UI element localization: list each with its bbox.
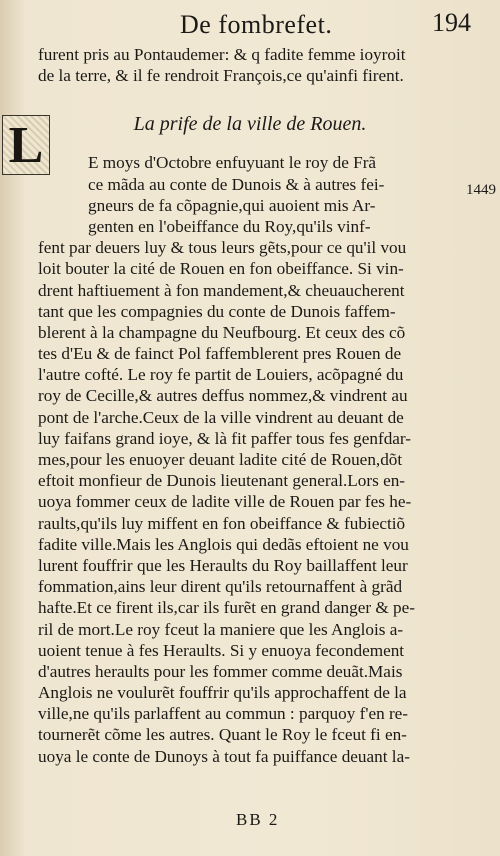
text-line: ville,ne qu'ils parlaffent au commun : parquoy f'en re- bbox=[38, 704, 409, 724]
text-line: uoient tenue à fes Heraults. Si y enuoya fecondement bbox=[38, 640, 405, 660]
page-header bbox=[0, 6, 500, 40]
text-line: uoya le conte de Dunoys à tout fa puiffance deuant la- bbox=[38, 746, 410, 766]
text-line: loit bouter la cité de Rouen en fon obeiffance. Si vin- bbox=[38, 259, 404, 279]
signature-mark: BB 2 bbox=[236, 810, 280, 829]
text-line: mes,pour les enuoyer deuant ladite cité de Rouen,dõt bbox=[38, 450, 403, 469]
text-line: E moys d'Octobre enfuyuant le roy de Frã bbox=[88, 153, 377, 173]
text-line: Anglois ne voulurẽt fouffrir qu'ils approchaffent de la bbox=[38, 683, 407, 703]
section-heading: La prife de la ville de Rouen. bbox=[133, 113, 367, 136]
text-line: hafte.Et ce firent ils,car ils furẽt en grand danger & pe- bbox=[38, 598, 416, 618]
text-line: fommation,ains leur dirent qu'ils retournaffent à grãd bbox=[38, 577, 403, 597]
text-line: pont de l'arche.Ceux de la ville vindrent au deuant de bbox=[38, 407, 404, 427]
text-line: uoya fommer ceux de ladite ville de Rouen par fes he- bbox=[38, 492, 412, 512]
text-line: tes d'Eu & de fainct Pol faffemblerent pres Rouen de bbox=[38, 344, 402, 364]
running-head: De fombrefet. bbox=[180, 10, 333, 39]
text-line: eftoit monfieur de Dunois lieutenant general.Lors en- bbox=[38, 471, 406, 491]
text-line: furent pris au Pontaudemer: & q fadite femme ioyroit bbox=[38, 45, 406, 64]
decorated-initial: L bbox=[2, 115, 50, 175]
text-line: roy de Cecille,& autres deffus nommez,& vindrent au bbox=[38, 386, 408, 406]
text-line: d'autres heraults pour les fommer comme deuãt.Mais bbox=[38, 661, 403, 681]
text-line: l'autre cofté. Le roy fe partit de Louiers, acõpagné du bbox=[38, 365, 404, 385]
text-line: ril de mort.Le roy fceut la maniere que les Anglois a- bbox=[38, 619, 404, 639]
text-line: tournerẽt cõme les autres. Quant le Roy le fceut fi en- bbox=[38, 725, 407, 745]
text-line: ce mãda au conte de Dunois & à autres fei- bbox=[88, 174, 385, 194]
text-line: de la terre, & il fe rendroit François,ce qu'ainfi firent. bbox=[38, 66, 404, 86]
text-line: luy faifans grand ioye, & là fit paffer tous fes genfdar- bbox=[38, 428, 412, 448]
text-line: genten en l'obeiffance du Roy,qu'ils vinf- bbox=[88, 216, 371, 236]
text-line: raults,qu'ils luy miffent en fon obeiffance & fubiectiõ bbox=[38, 513, 406, 533]
marginal-year: 1449 bbox=[466, 182, 496, 198]
text-line: blerent à la champagne du Neufbourg. Et ceux des cõ bbox=[38, 322, 406, 342]
text-line: tant que les compagnies du conte de Dunois faffem- bbox=[38, 301, 396, 321]
text-line: drent haftiuement à fon mandement,& cheuaucherent bbox=[38, 280, 405, 300]
text-line: lurent fouffrir que les Heraults du Roy baillaffent leur bbox=[38, 555, 408, 575]
page-number: 194 bbox=[432, 8, 471, 37]
text-line: fent par deuers luy & tous leurs gẽts,pour ce qu'il vou bbox=[38, 238, 407, 258]
text-line: gneurs de fa cõpagnie,qui auoient mis Ar- bbox=[88, 195, 376, 215]
text-block bbox=[38, 44, 462, 767]
text-line: fadite ville.Mais les Anglois qui dedãs eftoient ne vou bbox=[38, 534, 409, 554]
